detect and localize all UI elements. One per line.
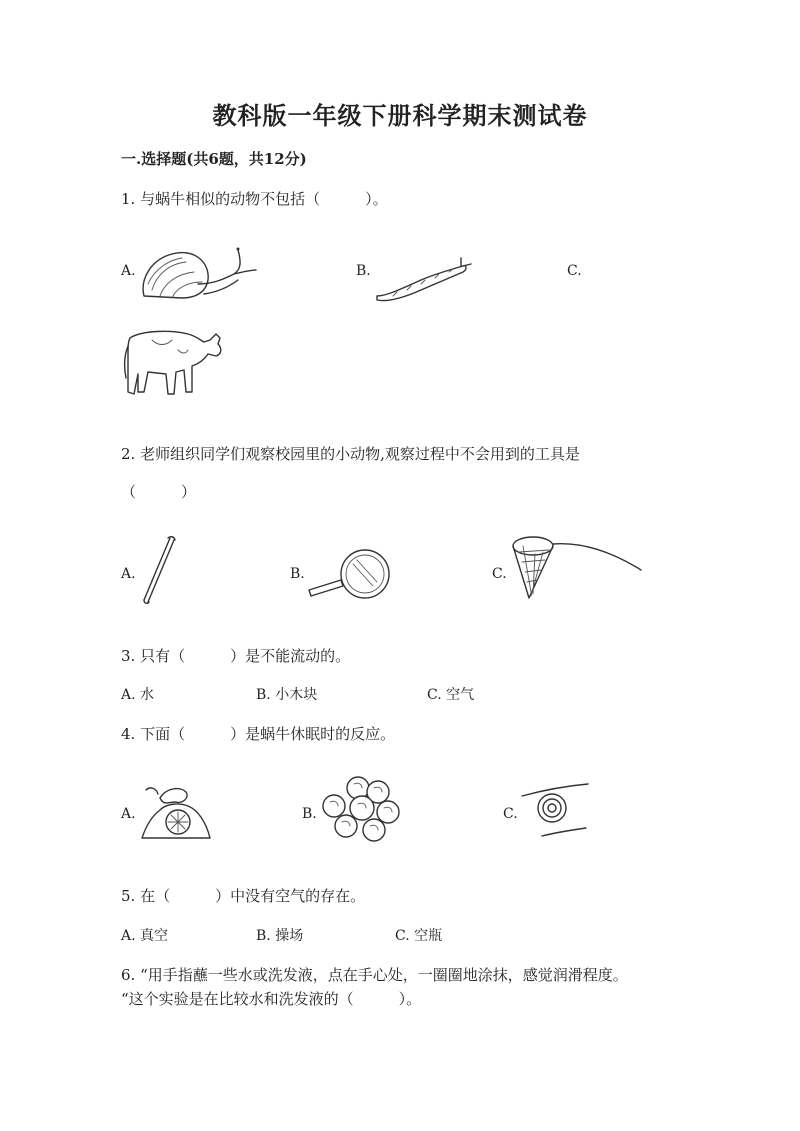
question-6-text: 6. “用手指蘸一些水或洗发液，点在手心处，一圈圈地涂抹，感觉润滑程度。 xyxy=(121,966,628,984)
dormant-snail-icon xyxy=(520,782,590,838)
question-1-text: 1. 与蜗牛相似的动物不包括（ ）。 xyxy=(121,190,388,208)
snail-icon xyxy=(138,240,258,302)
snail-in-hand-icon xyxy=(138,782,212,844)
question-3-text: 3. 只有（ ）是不能流动的。 xyxy=(121,647,351,665)
question-4-option-a: A. xyxy=(121,806,136,822)
snail-eggs-icon xyxy=(320,776,402,842)
butterfly-net-icon xyxy=(509,532,643,602)
cow-icon xyxy=(122,320,228,402)
question-4-text: 4. 下面（ ）是蜗牛休眠时的反应。 xyxy=(121,725,396,743)
question-1-option-a: A. xyxy=(121,263,136,279)
question-5-text: 5. 在（ ）中没有空气的存在。 xyxy=(121,887,366,905)
question-3-option-b: B. 小木块 xyxy=(256,687,318,703)
question-3-option-c: C. 空气 xyxy=(427,687,475,703)
question-2-option-a: A. xyxy=(121,566,136,582)
question-2-text: 2. 老师组织同学们观察校园里的小动物,观察过程中不会用到的工具是 xyxy=(121,445,580,463)
slug-icon xyxy=(373,256,473,302)
tweezers-icon xyxy=(138,534,178,606)
question-5-option-a: A. 真空 xyxy=(121,928,169,944)
question-4-option-b: B. xyxy=(302,806,317,822)
question-3-option-a: A. 水 xyxy=(121,687,155,703)
question-6-text-line-2: “这个实验是在比较水和洗发液的（ ）。 xyxy=(121,990,422,1008)
question-2-option-b: B. xyxy=(290,566,305,582)
question-2-option-c: C. xyxy=(492,566,507,582)
section-heading: 一.选择题(共6题，共12分) xyxy=(121,150,307,168)
question-4-option-c: C. xyxy=(503,806,518,822)
question-1-option-c: C. xyxy=(567,263,582,279)
question-2-blank: （ ） xyxy=(121,483,197,501)
page-title: 教科版一年级下册科学期末测试卷 xyxy=(212,101,588,130)
question-5-option-b: B. 操场 xyxy=(256,928,304,944)
magnifier-icon xyxy=(307,548,393,600)
question-5-option-c: C. 空瓶 xyxy=(395,928,443,944)
question-1-option-b: B. xyxy=(356,263,371,279)
